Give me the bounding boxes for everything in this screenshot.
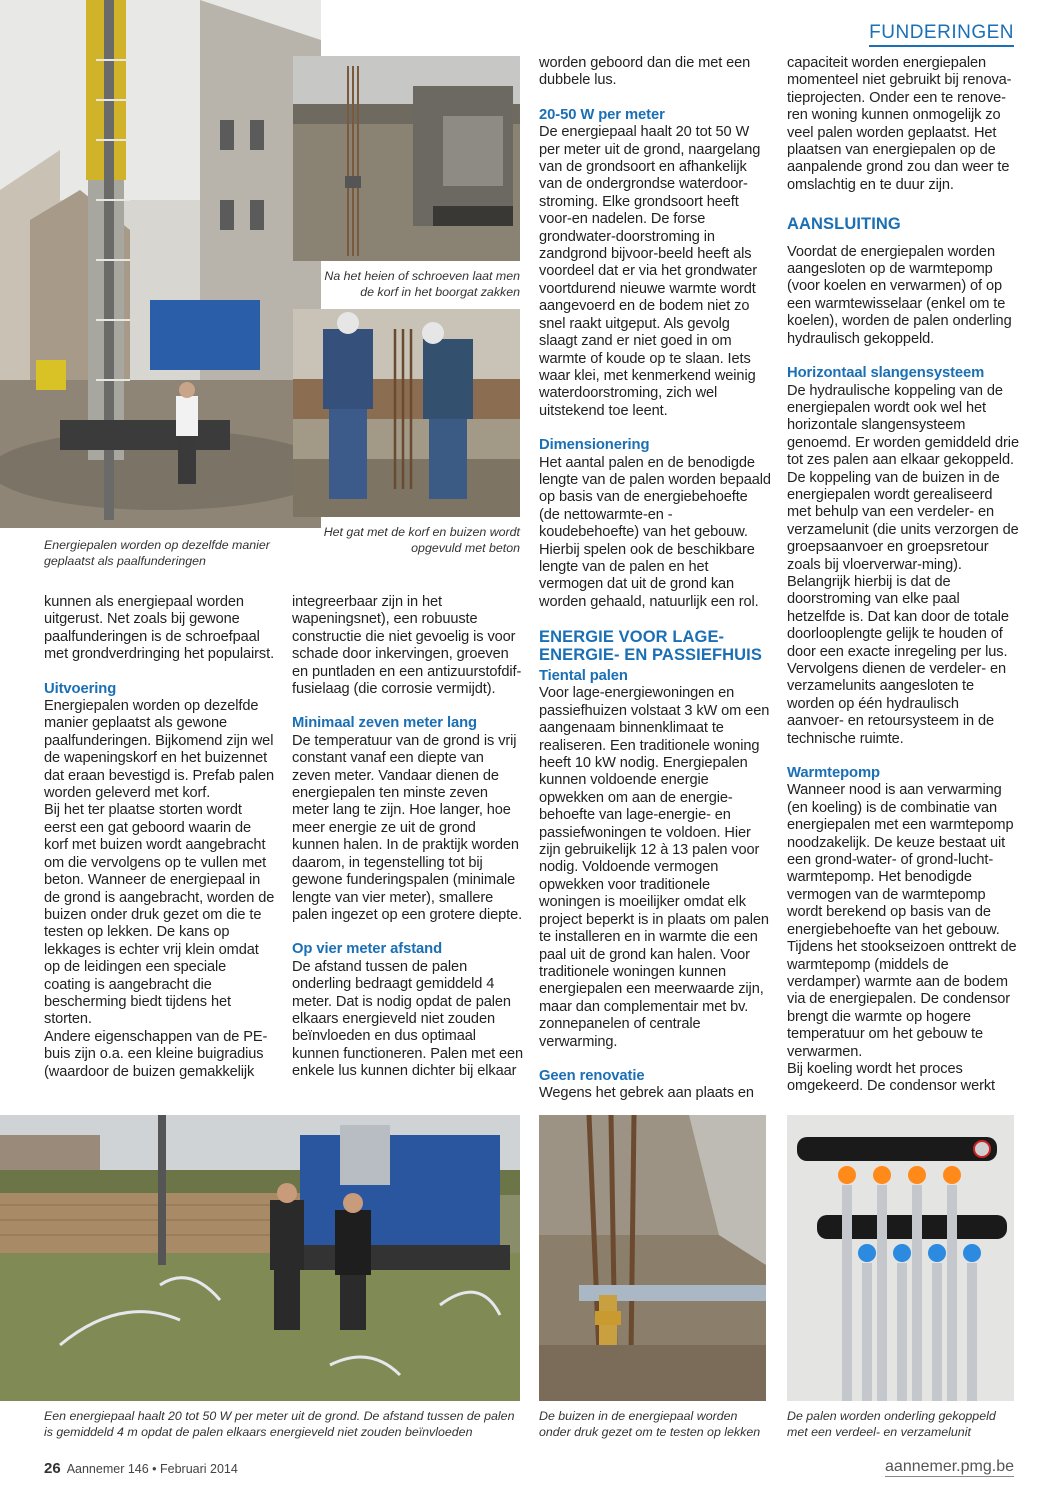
heading-afstand: Op vier meter afstand xyxy=(292,941,443,958)
manifold-photo xyxy=(787,1115,1014,1401)
column-4 xyxy=(787,55,1019,1096)
heading-minimaal: Minimaal zeven meter lang xyxy=(292,715,477,732)
column-2 xyxy=(292,594,524,1081)
col1-paragraph: kunnen als energiepaal worden uitgerust. Net zoals bij gewone paalfunderingen is de schroefpaal met grondverdringing het populairst. xyxy=(44,594,275,663)
col1-paragraph: Andere eigenschappen van de PE-buis zijn o.a. een kleine buigradius (waardoor de buizen gemakkelijk xyxy=(44,1028,268,1080)
caption-rebar: Na het heien of schroeven laat men de korf in het boorgat zakken xyxy=(324,269,520,299)
caption-rig: Energiepalen worden op dezelfde manier geplaatst als paalfunderingen xyxy=(44,538,270,568)
column-3 xyxy=(539,55,771,1103)
issue-label: Aannemer 146 • Februari 2014 xyxy=(66,1462,238,1476)
column-1 xyxy=(44,594,276,1081)
col2-paragraph: integreerbaar zijn in het wapeningsnet), een robuuste constructie die niet gevoelig is voor schade door inkervingen, groeven en puntladen en een antizuurstofdif-fusielaag (die corrosie vermijdt). xyxy=(292,594,522,698)
drilling-rig-photo xyxy=(0,0,321,528)
heading-aansluiting: AANSLUITING xyxy=(787,215,901,234)
col3-paragraph: Het aantal palen en de benodigde lengte van de palen worden bepaald op basis van de energiebehoefte (de nettowarmte-en -koudebehoefte) van het gebouw. Hierbij spelen ook de beschikbare lengte van de palen en het vermogen dat uit de grond kan worden gehaald, natuurlijk een rol. xyxy=(539,454,771,610)
website-link[interactable]: aannemer.pmg.be xyxy=(885,1458,1014,1475)
caption-pipe-test: De buizen in de energiepaal worden onder druk gezet om te testen op lekken xyxy=(539,1409,761,1439)
workers-photo xyxy=(293,309,520,517)
caption-manifold: De palen worden onderling gekoppeld met een verdeel- en verzamelunit xyxy=(787,1409,996,1439)
heading-uitvoering: Uitvoering xyxy=(44,680,117,697)
pipe-test-photo xyxy=(539,1115,766,1401)
heading-tiental: Tiental palen xyxy=(539,668,628,684)
heading-slangensysteem: Horizontaal slangensysteem xyxy=(787,365,985,382)
rebar-cage-photo xyxy=(293,56,520,261)
col1-paragraph: Bij het ter plaatse storten wordt eerst een gat geboord waarin de korf met buizen wordt aangebracht om die vervolgens op te vullen met beton. Wanneer de energiepaal in de grond is aangebracht, worden de buizen onder druk gezet om die te testen op lekken. De kans op lekkages is echter vrij klein omdat op de leidingen een speciale coating is aangebracht die bescherming biedt tijdens het storten. xyxy=(44,802,275,1028)
col2-paragraph: De temperatuur van de grond is vrij constant vanaf een diepte van zeven meter. Vandaar dienen de energiepalen ten minste zeven meter lang te zijn. Hoe langer, hoe meer energie ze uit de grond kunnen halen. In de praktijk worden daarom, in tegenstelling tot bij gewone funderingspalen (minimale lengte van vier meter), smallere palen ingezet op een grotere diepte. xyxy=(292,732,523,923)
col4-paragraph: De hydraulische koppeling van de energiepalen wordt ook wel het horizontale slangensysteem genoemd. Er worden gemiddeld drie tot zes palen aan elkaar gekoppeld. De koppeling van de buizen in de energiepalen wordt gerealiseerd met behulp van een verdeler- en verzamelunit (die units verzorgen de groepsaanvoer en groepsretour zoals bij vloerverwar-ming). Belangrijk hierbij is dat de doorstroming van elke paal hetzelfde is. Dat kan door de totale doorlooplengte gelijk te houden of door een exacte inregeling per lus. Vervolgens dienen de verdeler- en verzamelunits aangesloten te worden op één hydraulisch aanvoer- en retoursysteem in de technische ruimte. xyxy=(787,382,1019,747)
caption-workers: Het gat met de korf en buizen wordt opgevuld met beton xyxy=(323,525,520,555)
col3-paragraph: Voor lage-energiewoningen en passiefhuizen volstaat 3 kW om een aangenaam binnenklimaat te realiseren. Een traditionele woning heeft 10 kW nodig. Energiepalen kunnen voldoende energie opwekken om aan de energie-behoefte van lage-energie- en passiefwoningen te voldoen. Hier zijn gebruikelijk 12 à 13 palen voor nodig. Voldoende vermogen opwekken voor traditionele woningen is moeilijker omdat elk project beperkt is in plaats om palen te installeren en in warmte die een paal uit de grond kan halen. Voor traditionele woningen kunnen energiepalen een meerwaarde zijn, maar dan complementair met bv. zonnepanelen of centrale verwarming. xyxy=(539,685,770,1050)
field-pipes-photo xyxy=(0,1115,520,1401)
heading-w-per-meter: 20-50 W per meter xyxy=(539,106,665,123)
section-title: FUNDERINGEN xyxy=(869,22,1014,47)
heading-warmtepomp: Warmtepomp xyxy=(787,765,880,782)
page-number: 26 xyxy=(44,1460,61,1477)
col2-paragraph: De afstand tussen de palen onderling bedraagt gemiddeld 4 meter. Dat is nodig opdat de palen elkaars energieveld niet zouden beïnvloeden en dus optimaal kunnen functioneren. Palen met een enkele lus kunnen dichter bij elkaar xyxy=(292,958,524,1080)
caption-field: Een energiepaal haalt 20 tot 50 W per meter uit de grond. De afstand tussen de palen is gemiddeld 4 m opdat de palen elkaars energieveld niet zouden beïnvloeden xyxy=(44,1409,515,1439)
col3-paragraph: De energiepaal haalt 20 tot 50 W per meter uit de grond, naargelang van de grondsoort en afhankelijk van de ondergrondse waterdoor-stroming. Elke grondsoort heeft voor-en nadelen. De forse grondwater-doorstroming in zandgrond bijvoor-beeld heeft als voordeel dat er via het grondwater voortdurend nieuwe warmte wordt aangevoerd en de bodem niet zo snel raakt uitgeput. Als gevolg slaagt zand er niet goed in om warmte of koude op te slaan. Iets waar klei, met kenmerkend weinig waterdoorstroming, zich wel uitstekend toe leent. xyxy=(539,124,761,419)
col4-paragraph: Voordat de energiepalen worden aangesloten op de warmtepomp (voor koelen en verwarmen) of op een warmtewisselaar (enkel om te koelen), worden de palen onderling hydraulisch gekoppeld. xyxy=(787,243,1012,347)
col4-paragraph: Bij koeling wordt het proces omgekeerd. De condensor werkt xyxy=(787,1060,996,1095)
col3-paragraph: worden geboord dan die met een dubbele lus. xyxy=(539,55,751,89)
heading-dimensionering: Dimensionering xyxy=(539,437,650,454)
col1-paragraph: Energiepalen worden op dezelfde manier geplaatst als gewone paalfunderingen. Bijkomend zijn wel de wapeningskorf en het buizennet dat eraan bevestigd is. Prefab palen worden geleverd met korf. xyxy=(44,698,275,802)
heading-energie: ENERGIE VOOR LAGE-ENERGIE- EN PASSIEFHUIS xyxy=(539,628,762,664)
heading-renovatie: Geen renovatie xyxy=(539,1067,645,1084)
col4-paragraph: capaciteit worden energiepalen momenteel niet gebruikt bij renova-tieprojecten. Onder een te renove-ren woning kunnen onmogelijk zo veel palen worden geplaatst. Het plaatsen van energiepalen op de aanpalende grond zou dan weer te omslachtig en te duur zijn. xyxy=(787,55,1012,193)
col4-paragraph: Wanneer nood is aan verwarming (en koeling) is de combinatie van energiepalen met een warmtepomp noodzakelijk. De keuze bestaat uit een grond-water- of grond-lucht-warmtepomp. Het benodigde vermogen van de warmtepomp wordt berekend op basis van de energiebehoefte van het gebouw. Tijdens het stookseizoen onttrekt de warmtepomp (middels de verdamper) warmte aan de bodem via de energiepalen. De condensor brengt die warmte op hogere temperatuur om het gebouw te verwarmen. xyxy=(787,782,1017,1060)
col3-paragraph: Wegens het gebrek aan plaats en xyxy=(539,1085,754,1102)
footer-issue xyxy=(44,1460,238,1477)
